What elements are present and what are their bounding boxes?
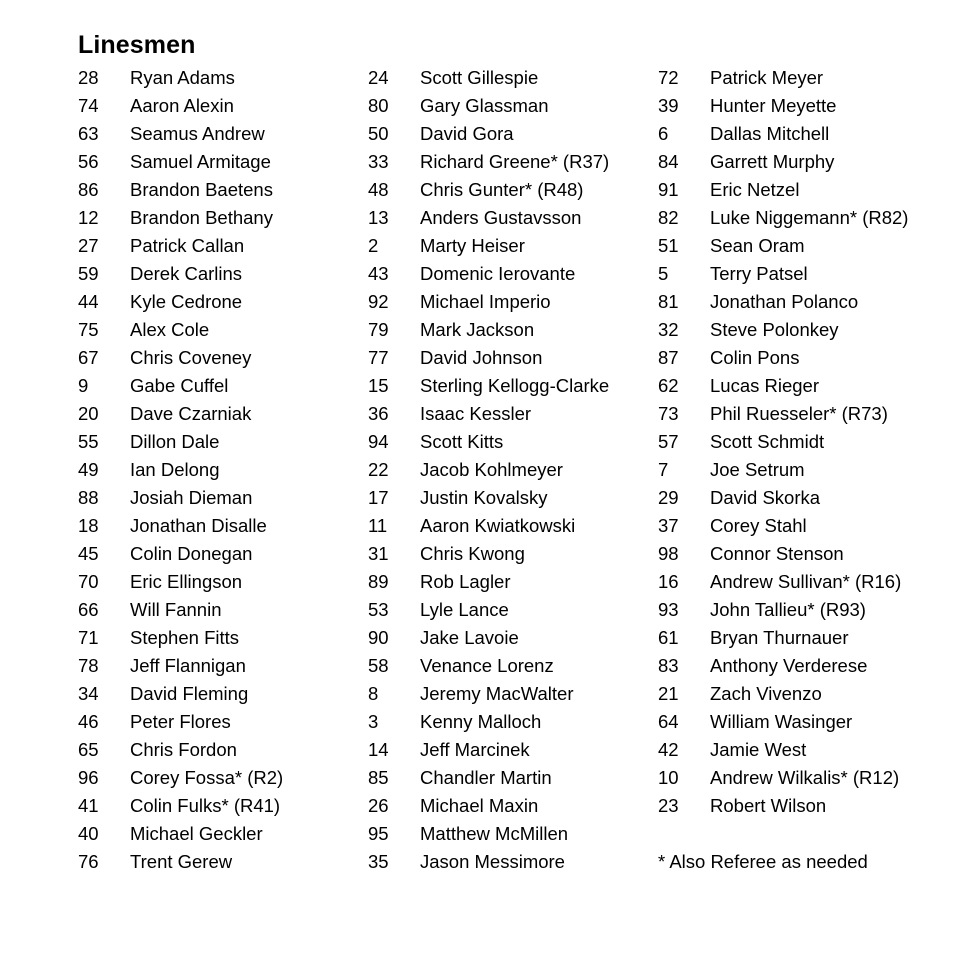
list-item (78, 624, 368, 652)
official-name: Jeremy MacWalter (420, 683, 574, 704)
official-name: David Skorka (710, 487, 821, 508)
jersey-number: 74 (78, 95, 99, 116)
official-name: Mark Jackson (420, 319, 535, 340)
list-item (368, 176, 658, 204)
jersey-number: 94 (368, 431, 389, 452)
official-name: Dallas Mitchell (710, 123, 830, 144)
jersey-number: 77 (368, 347, 389, 368)
jersey-number: 16 (658, 571, 679, 592)
jersey-number: 27 (78, 235, 99, 256)
list-item (658, 624, 958, 652)
official-name: Terry Patsel (710, 263, 808, 284)
official-name: Corey Stahl (710, 515, 807, 536)
official-name: Jeff Flannigan (130, 655, 246, 676)
list-item (78, 92, 368, 120)
official-name: Lyle Lance (420, 599, 509, 620)
list-item (368, 820, 658, 848)
list-item (368, 204, 658, 232)
list-item (78, 792, 368, 820)
jersey-number: 49 (78, 459, 99, 480)
list-item (368, 484, 658, 512)
list-item (368, 372, 658, 400)
jersey-number: 63 (78, 123, 99, 144)
official-name: Steve Polonkey (710, 319, 839, 340)
official-name: Jamie West (710, 739, 807, 760)
official-name: Garrett Murphy (710, 151, 835, 172)
list-item (368, 148, 658, 176)
list-item (368, 736, 658, 764)
official-name: Chris Gunter* (R48) (420, 179, 584, 200)
official-name: Andrew Sullivan* (R16) (710, 571, 902, 592)
official-name: Chris Fordon (130, 739, 237, 760)
list-item (368, 568, 658, 596)
list-item (368, 540, 658, 568)
jersey-number: 10 (658, 767, 679, 788)
list-item (658, 64, 958, 92)
official-name: Josiah Dieman (130, 487, 253, 508)
official-name: Eric Netzel (710, 179, 800, 200)
list-item (368, 232, 658, 260)
official-name: Dillon Dale (130, 431, 220, 452)
jersey-number: 91 (658, 179, 679, 200)
list-item (658, 372, 958, 400)
jersey-number: 78 (78, 655, 99, 676)
list-item (658, 232, 958, 260)
list-item (658, 764, 958, 792)
roster-columns (78, 64, 970, 876)
list-item (658, 344, 958, 372)
list-item (368, 680, 658, 708)
jersey-number: 43 (368, 263, 389, 284)
jersey-number: 92 (368, 291, 389, 312)
official-name: Andrew Wilkalis* (R12) (710, 767, 900, 788)
list-item (78, 652, 368, 680)
official-name: Peter Flores (130, 711, 231, 732)
jersey-number: 18 (78, 515, 99, 536)
official-name: Sterling Kellogg-Clarke (420, 375, 610, 396)
jersey-number: 85 (368, 767, 389, 788)
list-item (658, 288, 958, 316)
list-item (78, 288, 368, 316)
jersey-number: 33 (368, 151, 389, 172)
jersey-number: 5 (658, 263, 669, 284)
official-name: Jonathan Polanco (710, 291, 859, 312)
list-item (368, 848, 658, 876)
list-item (658, 792, 958, 820)
jersey-number: 32 (658, 319, 679, 340)
official-name: Lucas Rieger (710, 375, 820, 396)
list-item (658, 148, 958, 176)
official-name: Jake Lavoie (420, 627, 519, 648)
list-item (368, 260, 658, 288)
jersey-number: 59 (78, 263, 99, 284)
official-name: Bryan Thurnauer (710, 627, 849, 648)
official-name: Robert Wilson (710, 795, 827, 816)
list-item (368, 120, 658, 148)
official-name: Kenny Malloch (420, 711, 542, 732)
list-item (78, 260, 368, 288)
list-item (78, 316, 368, 344)
jersey-number: 72 (658, 67, 679, 88)
jersey-number: 34 (78, 683, 99, 704)
jersey-number: 65 (78, 739, 99, 760)
jersey-number: 98 (658, 543, 679, 564)
official-name: William Wasinger (710, 711, 853, 732)
list-item (368, 428, 658, 456)
official-name: Isaac Kessler (420, 403, 532, 424)
official-name: Rob Lagler (420, 571, 511, 592)
jersey-number: 7 (658, 459, 669, 480)
jersey-number: 56 (78, 151, 99, 172)
list-item (658, 736, 958, 764)
jersey-number: 70 (78, 571, 99, 592)
list-item (78, 484, 368, 512)
list-item (368, 344, 658, 372)
official-name: Gary Glassman (420, 95, 549, 116)
official-name: Connor Stenson (710, 543, 844, 564)
column-spacer (658, 820, 958, 848)
jersey-number: 3 (368, 711, 379, 732)
official-name: David Gora (420, 123, 514, 144)
jersey-number: 17 (368, 487, 389, 508)
list-item (658, 540, 958, 568)
official-name: Scott Gillespie (420, 67, 539, 88)
list-item (368, 288, 658, 316)
official-name: Chandler Martin (420, 767, 552, 788)
jersey-number: 84 (658, 151, 679, 172)
jersey-number: 12 (78, 207, 99, 228)
jersey-number: 53 (368, 599, 389, 620)
jersey-number: 2 (368, 235, 379, 256)
list-item (78, 596, 368, 624)
list-item (78, 232, 368, 260)
jersey-number: 79 (368, 319, 389, 340)
official-name: Jonathan Disalle (130, 515, 267, 536)
official-name: Chris Coveney (130, 347, 252, 368)
official-name: Ian Delong (130, 459, 220, 480)
jersey-number: 42 (658, 739, 679, 760)
jersey-number: 82 (658, 207, 679, 228)
jersey-number: 55 (78, 431, 99, 452)
jersey-number: 36 (368, 403, 389, 424)
official-name: Colin Pons (710, 347, 800, 368)
official-name: Eric Ellingson (130, 571, 243, 592)
list-item (658, 596, 958, 624)
jersey-number: 96 (78, 767, 99, 788)
list-item (658, 708, 958, 736)
list-item (658, 568, 958, 596)
official-name: David Johnson (420, 347, 543, 368)
jersey-number: 61 (658, 627, 679, 648)
page-title: Linesmen (78, 31, 196, 59)
official-name: Jeff Marcinek (420, 739, 530, 760)
jersey-number: 37 (658, 515, 679, 536)
list-item (368, 764, 658, 792)
official-name: Michael Imperio (420, 291, 551, 312)
official-name: Zach Vivenzo (710, 683, 822, 704)
list-item (368, 400, 658, 428)
jersey-number: 58 (368, 655, 389, 676)
jersey-number: 80 (368, 95, 389, 116)
jersey-number: 6 (658, 123, 669, 144)
list-item (658, 652, 958, 680)
official-name: Justin Kovalsky (420, 487, 548, 508)
jersey-number: 9 (78, 375, 89, 396)
list-item (78, 764, 368, 792)
jersey-number: 95 (368, 823, 389, 844)
jersey-number: 48 (368, 179, 389, 200)
list-item (78, 568, 368, 596)
list-item (368, 652, 658, 680)
list-item (78, 512, 368, 540)
list-item (78, 372, 368, 400)
list-item (368, 92, 658, 120)
jersey-number: 71 (78, 627, 99, 648)
official-name: Anthony Verderese (710, 655, 868, 676)
jersey-number: 90 (368, 627, 389, 648)
list-item (658, 204, 958, 232)
jersey-number: 40 (78, 823, 99, 844)
list-item (78, 176, 368, 204)
jersey-number: 26 (368, 795, 389, 816)
official-name: Domenic Ierovante (420, 263, 576, 284)
list-item (658, 316, 958, 344)
jersey-number: 28 (78, 67, 99, 88)
jersey-number: 76 (78, 851, 99, 872)
list-item (78, 848, 368, 876)
official-name: Sean Oram (710, 235, 805, 256)
list-item (658, 428, 958, 456)
official-name: Jason Messimore (420, 851, 565, 872)
list-item (368, 596, 658, 624)
footnote-text: * Also Referee as needed (658, 851, 868, 872)
jersey-number: 31 (368, 543, 389, 564)
official-name: Scott Schmidt (710, 431, 825, 452)
jersey-number: 20 (78, 403, 99, 424)
official-name: Joe Setrum (710, 459, 805, 480)
jersey-number: 62 (658, 375, 679, 396)
official-name: Gabe Cuffel (130, 375, 229, 396)
list-item (78, 680, 368, 708)
jersey-number: 86 (78, 179, 99, 200)
jersey-number: 24 (368, 67, 389, 88)
jersey-number: 39 (658, 95, 679, 116)
official-name: Anders Gustavsson (420, 207, 582, 228)
list-item (78, 64, 368, 92)
official-name: Colin Fulks* (R41) (130, 795, 281, 816)
official-name: Michael Maxin (420, 795, 539, 816)
list-item (78, 120, 368, 148)
list-item (368, 708, 658, 736)
official-name: Colin Donegan (130, 543, 253, 564)
official-name: Ryan Adams (130, 67, 235, 88)
jersey-number: 21 (658, 683, 679, 704)
jersey-number: 14 (368, 739, 389, 760)
official-name: Scott Kitts (420, 431, 504, 452)
list-item (368, 316, 658, 344)
jersey-number: 67 (78, 347, 99, 368)
list-item (368, 624, 658, 652)
official-name: Trent Gerew (130, 851, 233, 872)
jersey-number: 66 (78, 599, 99, 620)
official-name: Brandon Bethany (130, 207, 273, 228)
roster-column-3 (658, 64, 958, 876)
list-item (658, 260, 958, 288)
jersey-number: 46 (78, 711, 99, 732)
list-item (658, 120, 958, 148)
official-name: Corey Fossa* (R2) (130, 767, 284, 788)
official-name: Stephen Fitts (130, 627, 240, 648)
list-item (658, 484, 958, 512)
official-name: Will Fannin (130, 599, 222, 620)
list-item (78, 540, 368, 568)
official-name: Alex Cole (130, 319, 210, 340)
list-item (78, 820, 368, 848)
official-name: Patrick Callan (130, 235, 245, 256)
jersey-number: 45 (78, 543, 99, 564)
official-name: Marty Heiser (420, 235, 525, 256)
official-name: David Fleming (130, 683, 249, 704)
jersey-number: 51 (658, 235, 679, 256)
jersey-number: 50 (368, 123, 389, 144)
list-item (368, 456, 658, 484)
list-item (658, 680, 958, 708)
jersey-number: 89 (368, 571, 389, 592)
list-item (658, 456, 958, 484)
official-name: Matthew McMillen (420, 823, 569, 844)
list-item (78, 708, 368, 736)
official-name: Aaron Kwiatkowski (420, 515, 576, 536)
jersey-number: 13 (368, 207, 389, 228)
jersey-number: 15 (368, 375, 389, 396)
official-name: Seamus Andrew (130, 123, 265, 144)
list-item (368, 792, 658, 820)
list-item (658, 92, 958, 120)
official-name: Brandon Baetens (130, 179, 273, 200)
list-item (658, 176, 958, 204)
official-name: Samuel Armitage (130, 151, 271, 172)
list-item (658, 512, 958, 540)
jersey-number: 8 (368, 683, 379, 704)
jersey-number: 23 (658, 795, 679, 816)
jersey-number: 41 (78, 795, 99, 816)
list-item (78, 400, 368, 428)
jersey-number: 11 (368, 515, 388, 536)
list-item (368, 64, 658, 92)
official-name: John Tallieu* (R93) (710, 599, 866, 620)
jersey-number: 44 (78, 291, 99, 312)
jersey-number: 73 (658, 403, 679, 424)
list-item (78, 736, 368, 764)
list-item (368, 512, 658, 540)
official-name: Dave Czarniak (130, 403, 252, 424)
official-name: Phil Ruesseler* (R73) (710, 403, 888, 424)
official-name: Michael Geckler (130, 823, 263, 844)
official-name: Venance Lorenz (420, 655, 554, 676)
list-item (78, 428, 368, 456)
roster-column-1 (78, 64, 368, 876)
jersey-number: 87 (658, 347, 679, 368)
jersey-number: 75 (78, 319, 99, 340)
list-item (78, 344, 368, 372)
list-item (78, 456, 368, 484)
jersey-number: 29 (658, 487, 679, 508)
official-name: Richard Greene* (R37) (420, 151, 610, 172)
jersey-number: 88 (78, 487, 99, 508)
list-item (658, 400, 958, 428)
jersey-number: 22 (368, 459, 389, 480)
official-name: Kyle Cedrone (130, 291, 243, 312)
list-item (78, 204, 368, 232)
official-name: Aaron Alexin (130, 95, 234, 116)
official-name: Chris Kwong (420, 543, 525, 564)
jersey-number: 81 (658, 291, 679, 312)
jersey-number: 64 (658, 711, 679, 732)
official-name: Patrick Meyer (710, 67, 824, 88)
jersey-number: 83 (658, 655, 679, 676)
official-name: Luke Niggemann* (R82) (710, 207, 909, 228)
roster-column-2 (368, 64, 658, 876)
jersey-number: 35 (368, 851, 389, 872)
official-name: Derek Carlins (130, 263, 243, 284)
jersey-number: 57 (658, 431, 679, 452)
official-name: Jacob Kohlmeyer (420, 459, 563, 480)
official-name: Hunter Meyette (710, 95, 837, 116)
jersey-number: 93 (658, 599, 679, 620)
list-item (78, 148, 368, 176)
